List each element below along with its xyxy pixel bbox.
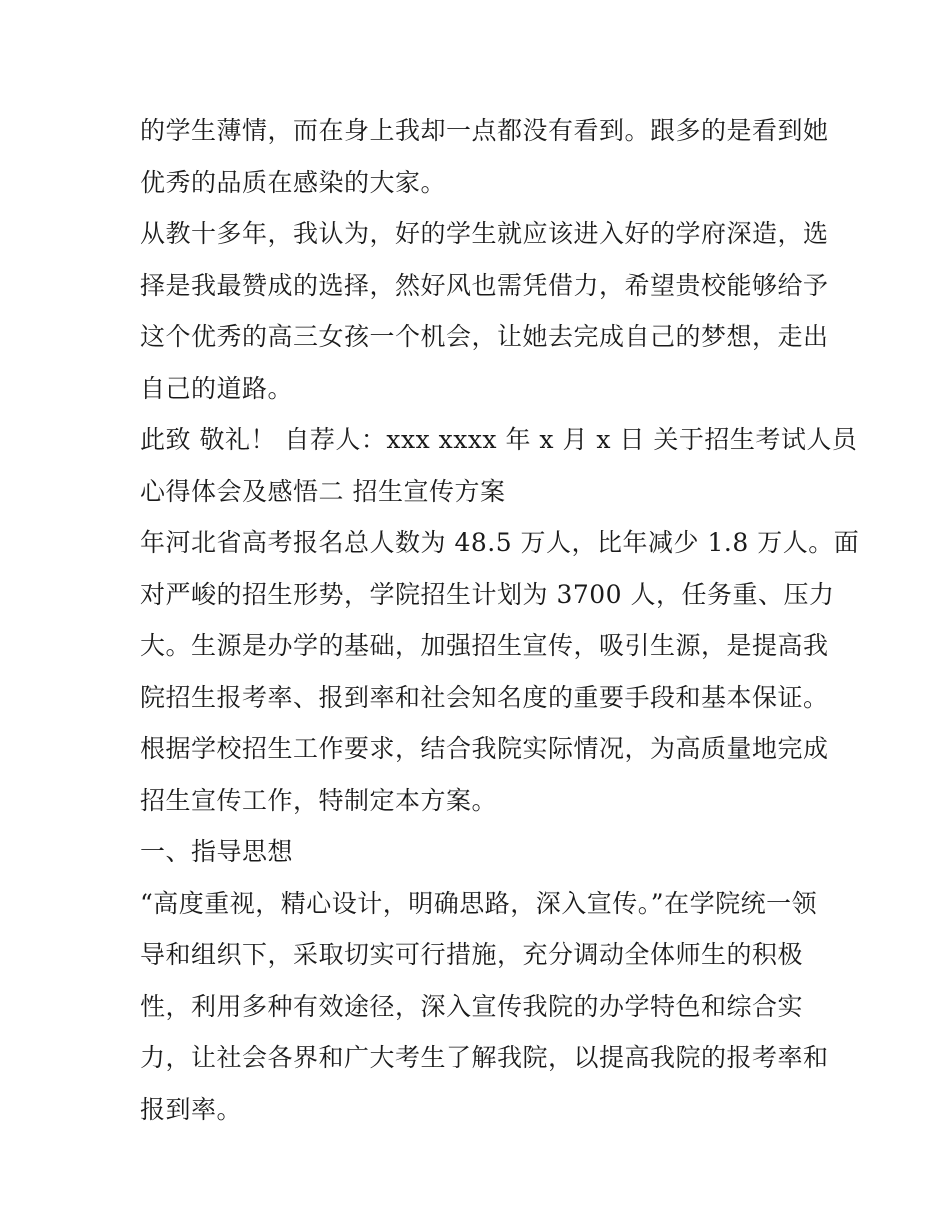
text-line: 招生宣传工作，特制定本方案。: [140, 785, 498, 815]
text-line: 从教十多年，我认为，好的学生就应该进入好的学府深造，选: [140, 219, 829, 248]
text-line: 这个优秀的高三女孩一个机会，让她去完成自己的梦想，走出: [140, 322, 829, 351]
text-line: 心得体会及感悟二 招生宣传方案: [140, 476, 506, 506]
section-heading: 一、指导思想: [140, 837, 294, 866]
text-line: “高度重视，精心设计，明确思路，深入宣传。”在学院统一领: [140, 888, 818, 918]
text-line: 择是我最赞成的选择，然好风也需凭借力，希望贵校能够给予: [140, 270, 829, 300]
text-line: 对严峻的招生形势，学院招生计划为 3700 人，任务重、压力: [140, 579, 835, 609]
text-line: 报到率。: [140, 1094, 243, 1124]
text-line: 大。生源是办学的基础，加强招生宣传，吸引生源，是提高我: [140, 631, 829, 660]
text-line: 此致 敬礼！ 自荐人：xxx xxxx 年 x 月 x 日 关于招生考试人员: [140, 425, 858, 454]
text-line: 自己的道路。: [140, 373, 294, 403]
text-line: 院招生报考率、报到率和社会知名度的重要手段和基本保证。: [140, 682, 829, 712]
text-line: 力，让社会各界和广大考生了解我院，以提高我院的报考率和: [140, 1043, 829, 1072]
text-line: 根据学校招生工作要求，结合我院实际情况，为高质量地完成: [140, 734, 829, 763]
text-line: 的学生薄情，而在身上我却一点都没有看到。跟多的是看到她: [140, 116, 829, 145]
text-line: 导和组织下，采取切实可行措施，充分调动全体师生的积极: [140, 940, 804, 969]
document-body: [140, 105, 860, 1135]
text-line: 优秀的品质在感染的大家。: [140, 167, 447, 197]
text-line: 年河北省高考报名总人数为 48.5 万人，比年减少 1.8 万人。面: [140, 528, 860, 557]
text-line: 性，利用多种有效途径，深入宣传我院的办学特色和综合实: [140, 991, 804, 1021]
